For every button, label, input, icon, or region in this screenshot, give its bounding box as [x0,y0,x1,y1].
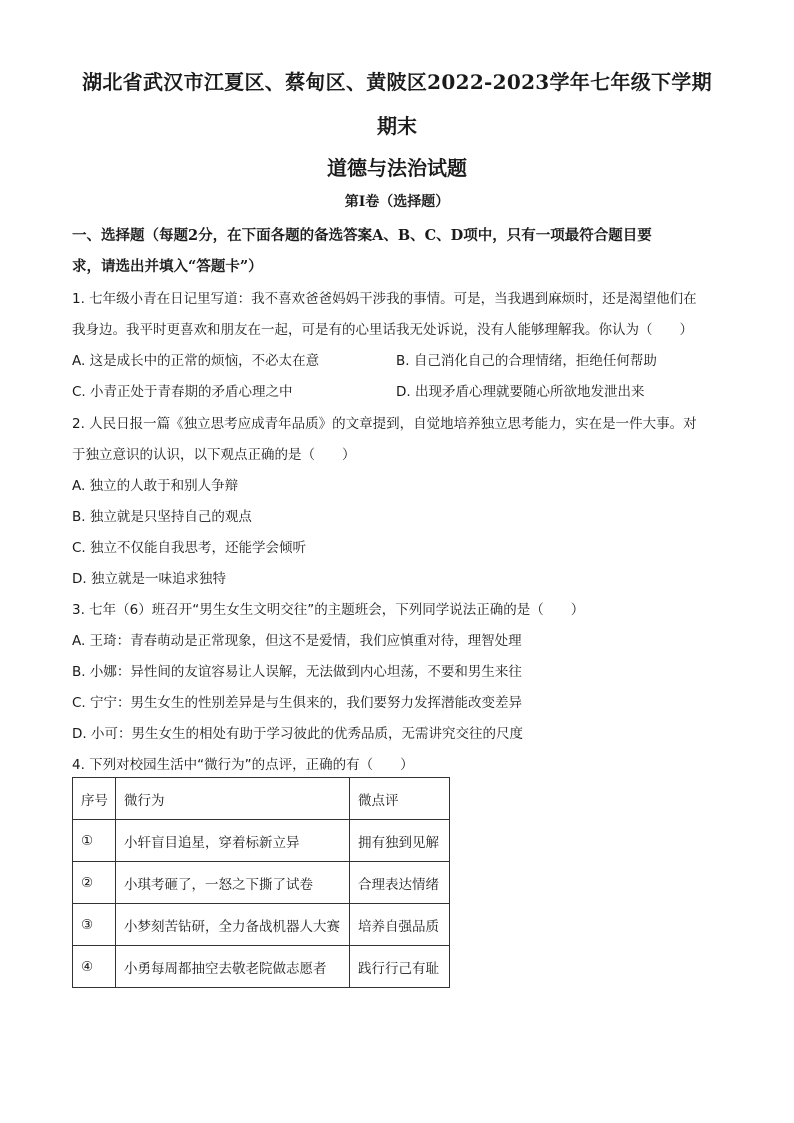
table-header-cell: 序号 [73,778,116,820]
question-3-stem-line1: 3. 七年（6）班召开“男生女生文明交往”的主题班会，下列同学说法正确的是（ ） [72,602,585,618]
table-cell: 合理表达情绪 [350,862,450,904]
question-2-option-b: B. 独立就是只坚持自己的观点 [72,509,252,525]
volume-heading: 第I卷（选择题） [344,194,450,210]
question-1-stem-line2: 我身边。我平时更喜欢和朋友在一起，可是有的心里话我无处诉说，没有人能够理解我。你认为（ ） [72,322,693,338]
table-header-cell: 微点评 [350,778,450,820]
question-3-option-a: A. 王琦：青春萌动是正常现象，但这不是爱情，我们应慎重对待，理智处理 [72,633,522,649]
question-2-stem-line2: 于独立意识的认识，以下观点正确的是（ ） [72,447,356,463]
table-cell: 践行行己有耻 [350,946,450,988]
table-cell: ③ [73,904,116,946]
question-3-option-b: B. 小娜：异性间的友谊容易让人误解，无法做到内心坦荡，不要和男生来往 [72,664,522,680]
question-1-stem-line1: 1. 七年级小青在日记里写道：我不喜欢爸爸妈妈干涉我的事情。可是，当我遇到麻烦时，还是渴望他们在 [72,291,697,307]
subject-title: 道德与法治试题 [327,156,467,180]
table-cell: 小勇每周都抽空去敬老院做志愿者 [116,946,350,988]
question-4-stem-line1: 4. 下列对校园生活中“微行为”的点评，正确的有（ ） [72,757,414,773]
table-row [73,904,450,946]
table-cell: 小轩盲目追星，穿着标新立异 [116,820,350,862]
question-1-option-a: A. 这是成长中的正常的烦恼，不必太在意 [72,353,320,369]
table-cell: 小梦刻苦钻研，全力备战机器人大赛 [116,904,350,946]
question-1-option-b: B. 自己消化自己的合理情绪，拒绝任何帮助 [396,353,657,369]
question-3-option-c: C. 宁宁：男生女生的性别差异是与生俱来的，我们要努力发挥潜能改变差异 [72,695,523,711]
section-instructions-line1: 一、选择题（每题2分，在下面各题的备选答案A、B、C、D项中，只有一项最符合题目要 [72,227,652,244]
page-title-line1: 湖北省武汉市江夏区、蔡甸区、黄陂区2022-2023学年七年级下学期 [82,70,712,94]
page-title-line2: 期末 [377,114,417,138]
question-2-option-a: A. 独立的人敢于和别人争辩 [72,478,239,494]
table-cell: ② [73,862,116,904]
question-2-option-d: D. 独立就是一味追求独特 [72,571,226,587]
section-instructions-line2: 求，请选出并填入“答题卡”） [72,258,263,275]
table-row [73,946,450,988]
table-row [73,862,450,904]
table-header-row [73,778,450,820]
table-row [73,820,450,862]
question-2-stem-line1: 2. 人民日报一篇《独立思考应成青年品质》的文章提到，自觉地培养独立思考能力，实在是一件大事。对 [72,416,697,432]
table-cell: ④ [73,946,116,988]
question-1-option-d: D. 出现矛盾心理就要随心所欲地发泄出来 [396,384,645,400]
section-instructions [72,220,728,282]
table-cell: 培养自强品质 [350,904,450,946]
table-cell: ① [73,820,116,862]
table-header-cell: 微行为 [116,778,350,820]
table-cell: 小琪考砸了，一怒之下撕了试卷 [116,862,350,904]
question-1-option-c: C. 小青正处于青春期的矛盾心理之中 [72,384,293,400]
behavior-table [72,777,450,988]
question-2-option-c: C. 独立不仅能自我思考，还能学会倾听 [72,540,307,556]
table-cell: 拥有独到见解 [350,820,450,862]
question-3-option-d: D. 小可：男生女生的相处有助于学习彼此的优秀品质，无需讲究交往的尺度 [72,726,523,742]
